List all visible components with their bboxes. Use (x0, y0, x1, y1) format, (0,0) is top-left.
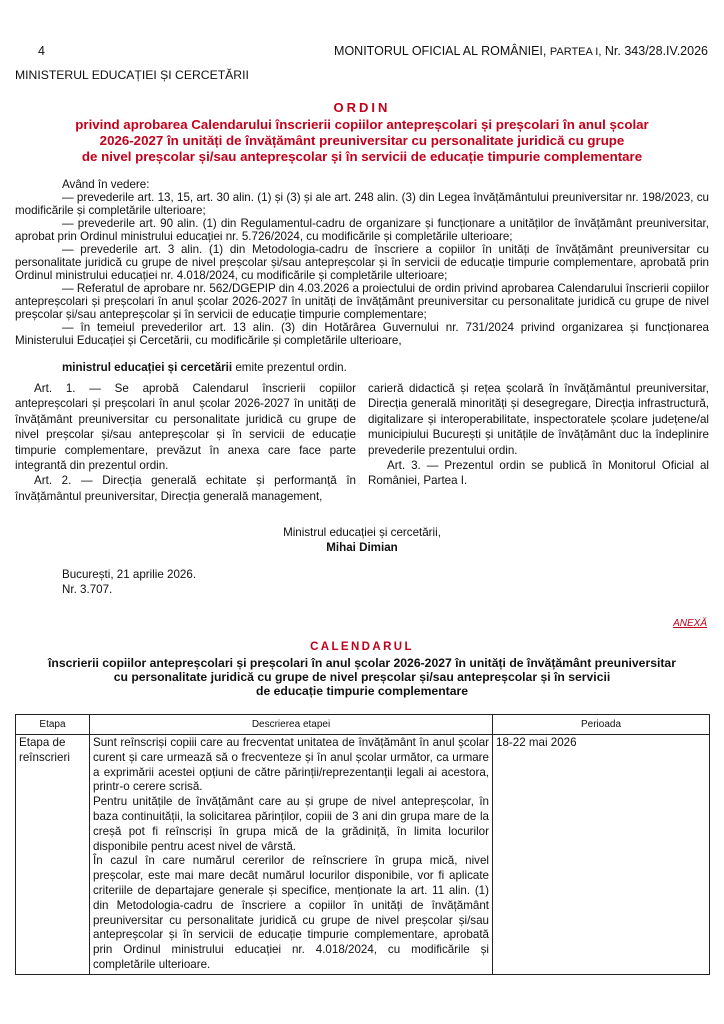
preamble-paragraph: — prevederile art. 3 alin. (1) din Metodologia-cadru de înscriere a copiilor în unități de învățământ preuniversitar cu personalitate juridică cu grupe de nivel preșcolar și/sau antepreșcolar și în servicii de educație timpurie complementare, aprobată prin Ordinul ministrului educației nr. 4.018/2024, cu modificările și completările ulterioare; (15, 243, 709, 282)
subtitle-line: de nivel preșcolar și/sau antepreșcolar și în servicii de educație timpurie complementare (81, 149, 643, 164)
column-header-description: Descrierea etapei (90, 715, 493, 735)
table-row (16, 735, 710, 975)
table-header-row (16, 715, 710, 735)
column-header-period: Perioada (493, 715, 710, 735)
publication-part: PARTEA I, (549, 46, 602, 58)
calendar-subtitle (20, 656, 704, 698)
article-paragraph: Art. 1. — Se aprobă Calendarul înscrierii copiilor antepreșcolari și preșcolari în anul școlar 2026-2027 în unități de învățământ preuniversitar cu personalitate juridică cu grupe de nivel preșcolar și/sau antepreșcolar și în servicii de educație timpurie complementare, prevăzut în anexa care face parte integrantă din prezentul ordin. (15, 382, 356, 473)
articles-column-right (368, 381, 709, 489)
articles-column-left (15, 381, 356, 504)
calendar-subtitle-line: de educație timpurie complementare (256, 684, 468, 698)
issuing-statement (62, 361, 347, 374)
preamble-paragraph: Având în vedere: (62, 178, 150, 191)
signature-block (0, 525, 724, 555)
preamble-paragraph: — prevederile art. 90 alin. (1) din Regulamentul-cadru de organizare și funcționare a unităților de învățământ preuniversitar, aprobat prin Ordinul ministrului educației nr. 5.726/2024, cu modificările și completările ulterioare; (15, 217, 709, 243)
calendar-subtitle-line: înscrierii copiilor antepreșcolari și preșcolari în anul școlar 2026-2027 în unități de învățământ preuniversitar (48, 656, 676, 670)
calendar-table (15, 714, 710, 975)
period-cell: 18-22 mai 2026 (493, 735, 710, 975)
preamble (15, 178, 709, 347)
issuing-ministry: MINISTERUL EDUCAȚIEI ȘI CERCETĂRII (15, 68, 249, 82)
signatory-name: Mihai Dimian (326, 541, 398, 554)
issuing-statement-rest: emite prezentul ordin. (232, 361, 347, 374)
issue-number: Nr. 343/28.IV.2026 (604, 44, 708, 58)
annex-label: ANEXĂ (673, 618, 707, 629)
preamble-paragraph: — prevederile art. 13, 15, art. 30 alin. (1) și (3) și ale art. 248 alin. (3) din Legea învățământului preuniversitar nr. 198/2023, cu modificările și completările ulterioare; (15, 191, 709, 217)
subtitle-line: privind aprobarea Calendarului înscrierii copiilor antepreșcolari și preșcolari în anul școlar (75, 117, 649, 132)
description-paragraph: Sunt reînscriși copiii care au frecventat unitatea de învățământ în anul școlar curent și care urmează să o frecventeze și în anul școlar următor, ca urmare a exprimării acestei opțiuni de către părinții/reprezentanții legali ai acestora, printr-o cerere scrisă. (93, 736, 489, 794)
publication-name: MONITORUL OFICIAL AL ROMÂNIEI, (334, 44, 547, 58)
article-paragraph: Art. 2. — Direcția generală echitate și performanță în învățământul preuniversitar, Direcția generală management, (15, 474, 356, 503)
subtitle-line: 2026-2027 în unități de învățământ preuniversitar cu personalitate juridică cu grupe (99, 133, 625, 148)
order-number: Nr. 3.707. (62, 583, 113, 596)
article-paragraph: carieră didactică și rețea școlară în învățământul preuniversitar, Direcția generală minorități și desegregare, Direcția infrastructură, digitalizare și interoperabilitate, inspectoratele școlare județene/al municipiului București și unitățile de învățământ duc la îndeplinire prevederile prezentului ordin. (368, 382, 709, 457)
description-cell (90, 735, 493, 975)
document-subtitle (30, 117, 694, 165)
stage-cell: Etapa de reînscrieri (16, 735, 90, 975)
signatory-role: Ministrul educației și cercetării, (283, 526, 441, 539)
column-header-stage: Etapa (16, 715, 90, 735)
issuer-name: ministrul educației și cercetării (62, 361, 233, 374)
page-number: 4 (38, 44, 45, 58)
article-paragraph: Art. 3. — Prezentul ordin se publică în Monitorul Oficial al României, Partea I. (368, 459, 709, 488)
description-paragraph: În cazul în care numărul cererilor de reînscriere în grupa mică, nivel preșcolar, este mai mare decât numărul locurilor disponibile, vor fi aplicate criteriile de departajare generale și specifice, menționate la art. 11 alin. (1) din Metodologia-cadru de înscriere a copiilor în unități de învățământ preuniversitar cu personalitate juridică cu grupe de nivel preșcolar și/sau antepreșcolar și în servicii de educație timpurie complementare, aprobată prin Ordinul ministrului educației nr. 4.018/2024, cu modificările și completările ulterioare. (93, 854, 489, 971)
place-date: București, 21 aprilie 2026. (62, 568, 197, 581)
preamble-paragraph: — în temeiul prevederilor art. 13 alin. (3) din Hotărârea Guvernului nr. 731/2024 privind organizarea și funcționarea Ministerului Educației și Cercetării, cu modificările și completările ulterioare, (15, 321, 709, 347)
publication-title (334, 44, 708, 58)
page-header (38, 44, 708, 60)
calendar-title: CALENDARUL (310, 641, 414, 653)
document-title: ORDIN (333, 100, 391, 115)
calendar-subtitle-line: cu personalitate juridică cu grupe de nivel preșcolar și/sau antepreșcolar și în servicii (113, 670, 611, 684)
place-date-block (62, 567, 196, 597)
description-paragraph: Pentru unitățile de învățământ care au și grupe de nivel antepreșcolar, în baza continuității, la solicitarea părinților, copiii de 3 ani din grupa mare de la creșă pot fi reînscriși în grupa mică de la grădiniță, în limita locurilor disponibile pentru acest nivel de vârstă. (93, 795, 489, 853)
preamble-paragraph: — Referatul de aprobare nr. 562/DGEPIP din 4.03.2026 a proiectului de ordin privind aprobarea Calendarului înscrierii copiilor antepreșcolari și preșcolari în anul școlar 2026-2027 în unități de învățământ preuniversitar cu personalitate juridică cu grupe de nivel preșcolar și/sau antepreșcolar și în servicii de educație timpurie complementare; (15, 282, 709, 321)
